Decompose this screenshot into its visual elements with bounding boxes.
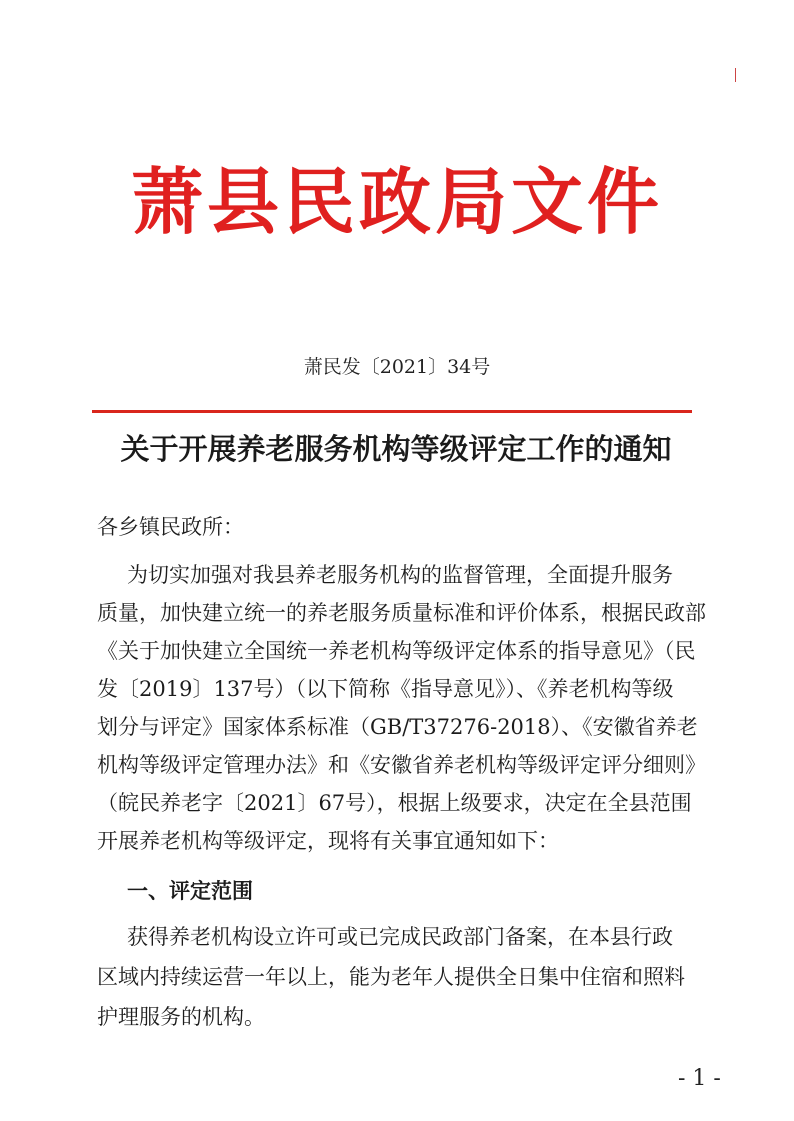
body-line: （皖民养老字〔2021〕67号），根据上级要求，决定在全县范围 bbox=[97, 791, 692, 815]
section-heading: 一、评定范围 bbox=[127, 878, 253, 903]
document-title: 关于开展养老服务机构等级评定工作的通知 bbox=[120, 432, 672, 466]
body-line: 划分与评定》国家体系标准（GB/T37276-2018）、《安徽省养老 bbox=[97, 715, 698, 739]
section-line: 护理服务的机构。 bbox=[97, 1005, 265, 1029]
body-line: 为切实加强对我县养老服务机构的监督管理，全面提升服务 bbox=[127, 563, 673, 587]
salutation: 各乡镇民政所： bbox=[97, 515, 244, 539]
masthead: 萧县民政局文件 bbox=[130, 159, 663, 244]
margin-mark bbox=[735, 68, 736, 82]
body-line: 《关于加快建立全国统一养老机构等级评定体系的指导意见》（民 bbox=[97, 639, 696, 663]
red-divider-line bbox=[92, 410, 692, 413]
body-line: 发〔2019〕137号）（以下简称《指导意见》）、《养老机构等级 bbox=[97, 677, 674, 701]
document-number: 萧民发〔2021〕34号 bbox=[303, 356, 491, 378]
body-line: 机构等级评定管理办法》和《安徽省养老机构等级评定评分细则》 bbox=[97, 753, 706, 777]
body-line: 开展养老机构等级评定，现将有关事宜通知如下： bbox=[97, 829, 559, 853]
page-number: - 1 - bbox=[678, 1066, 721, 1091]
section-line: 获得养老机构设立许可或已完成民政部门备案，在本县行政 bbox=[127, 925, 673, 949]
body-line: 质量，加快建立统一的养老服务质量标准和评价体系，根据民政部 bbox=[97, 601, 706, 625]
section-line: 区域内持续运营一年以上，能为老年人提供全日集中住宿和照料 bbox=[97, 965, 685, 989]
